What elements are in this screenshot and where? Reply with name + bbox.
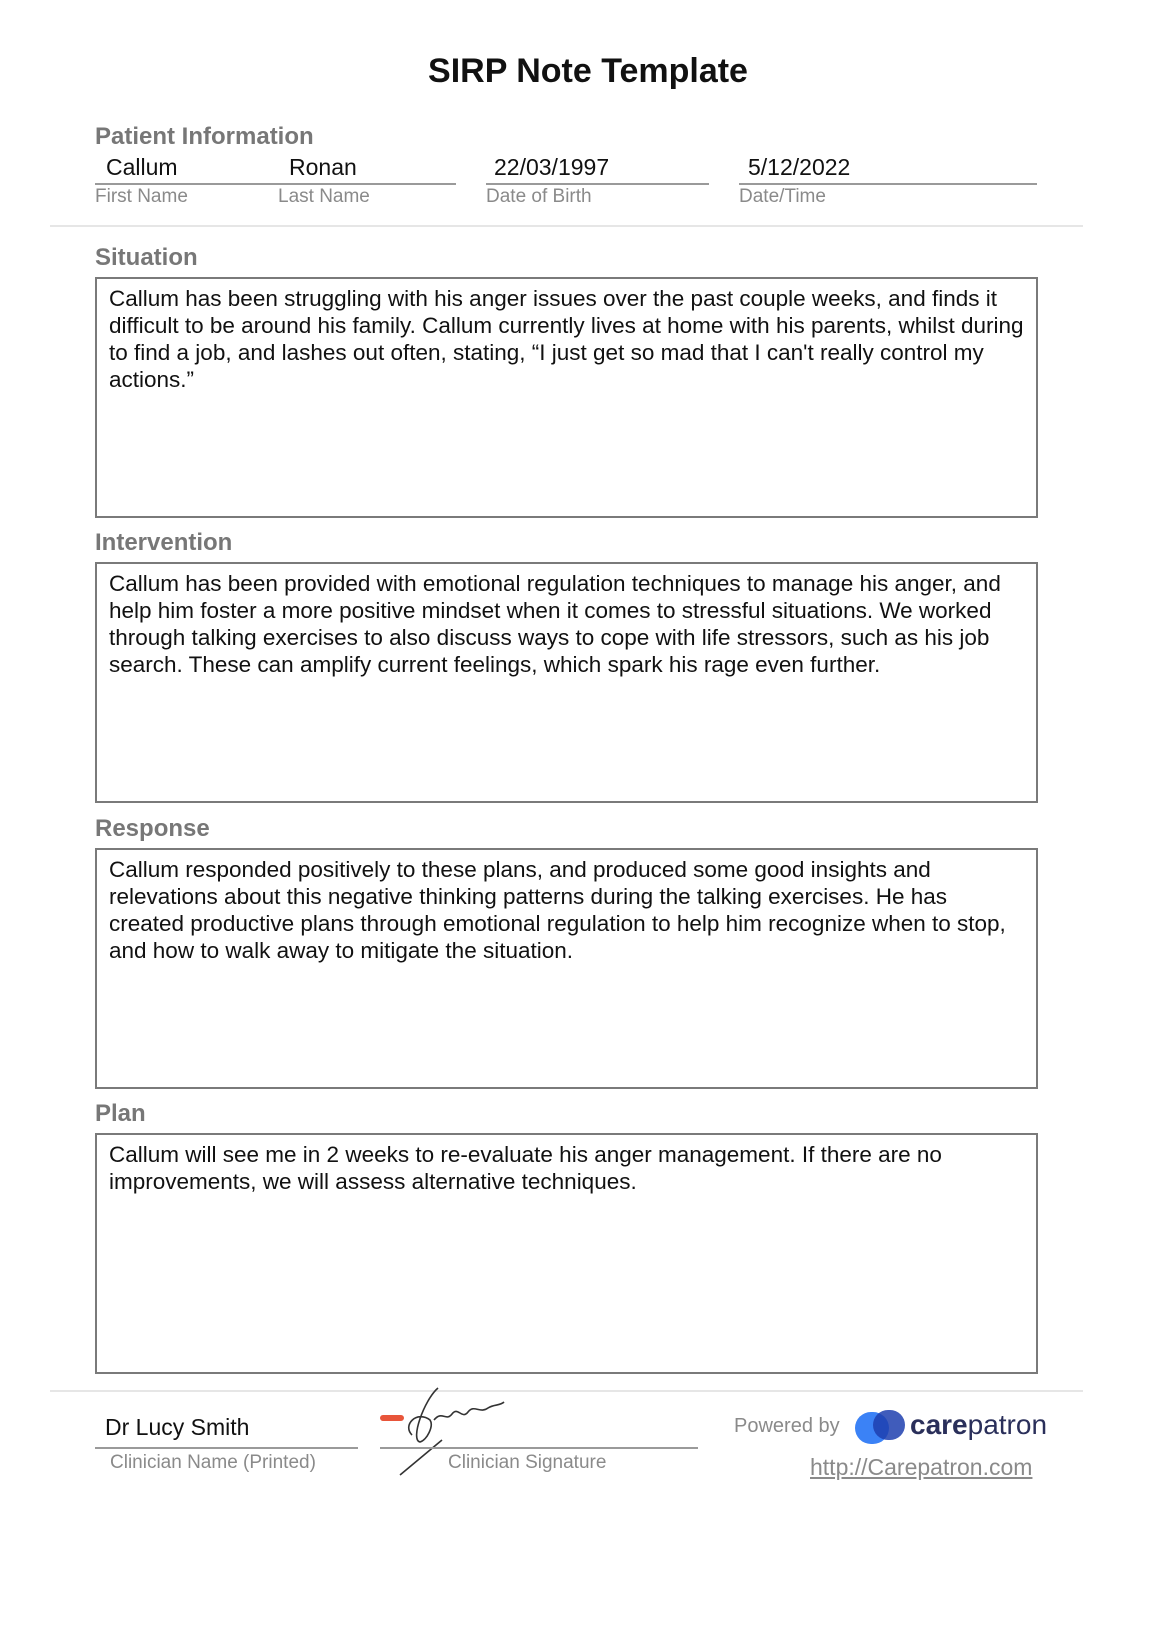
carepatron-brand <box>910 1409 1047 1441</box>
carepatron-logo-icon <box>853 1408 907 1446</box>
dob-label: Date of Birth <box>486 186 592 207</box>
last-name-value: Ronan <box>289 154 357 180</box>
situation-heading: Situation <box>95 244 198 271</box>
page-title: SIRP Note Template <box>428 52 748 90</box>
situation-text: Callum has been struggling with his anger issues over the past couple weeks, and finds it difficult to be around his family. Callum currently lives at home with his parents, whilst during to find a job, and lashes out often, stating, “I just get so mad that I can't really control my actions.” <box>95 277 1038 518</box>
dob-value: 22/03/1997 <box>494 154 610 180</box>
clinician-name-value: Dr Lucy Smith <box>105 1414 250 1440</box>
brand-rest: patron <box>967 1409 1048 1440</box>
last-name-label: Last Name <box>278 186 370 207</box>
carepatron-link[interactable]: http://Carepatron.com <box>810 1454 1033 1480</box>
response-heading: Response <box>95 815 210 842</box>
intervention-heading: Intervention <box>95 529 233 556</box>
date-time-label: Date/Time <box>739 186 826 207</box>
divider-bottom <box>50 1390 1083 1392</box>
name-underline <box>95 183 456 185</box>
intervention-text: Callum has been provided with emotional regulation techniques to manage his anger, and help him foster a more positive mindset when it comes to stressful situations. We worked through talking exercises to also discuss ways to cope with life stressors, such as his job search. These can amplify current feelings, which spark his rage even further. <box>95 562 1038 803</box>
divider-top <box>50 225 1083 227</box>
first-name-value: Callum <box>106 154 178 180</box>
plan-heading: Plan <box>95 1100 146 1127</box>
clinician-name-underline <box>95 1447 358 1449</box>
date-time-value: 5/12/2022 <box>748 154 851 180</box>
plan-text: Callum will see me in 2 weeks to re-evaluate his anger management. If there are no improvements, we will assess alternative techniques. <box>95 1133 1038 1374</box>
signature-label: Clinician Signature <box>448 1452 607 1473</box>
powered-by-label: Powered by <box>734 1415 840 1437</box>
first-name-label: First Name <box>95 186 188 207</box>
patient-info-heading: Patient Information <box>95 123 314 150</box>
clinician-name-label: Clinician Name (Printed) <box>110 1452 316 1473</box>
brand-bold: care <box>910 1409 968 1440</box>
signature-underline <box>380 1447 698 1449</box>
date-time-underline <box>739 183 1037 185</box>
response-text: Callum responded positively to these plans, and produced some good insights and relevations about this negative thinking patterns during the talking exercises. He has created productive plans through emotional regulation to help him recognize when to stop, and how to walk away to mitigate the situation. <box>95 848 1038 1089</box>
dob-underline <box>486 183 709 185</box>
